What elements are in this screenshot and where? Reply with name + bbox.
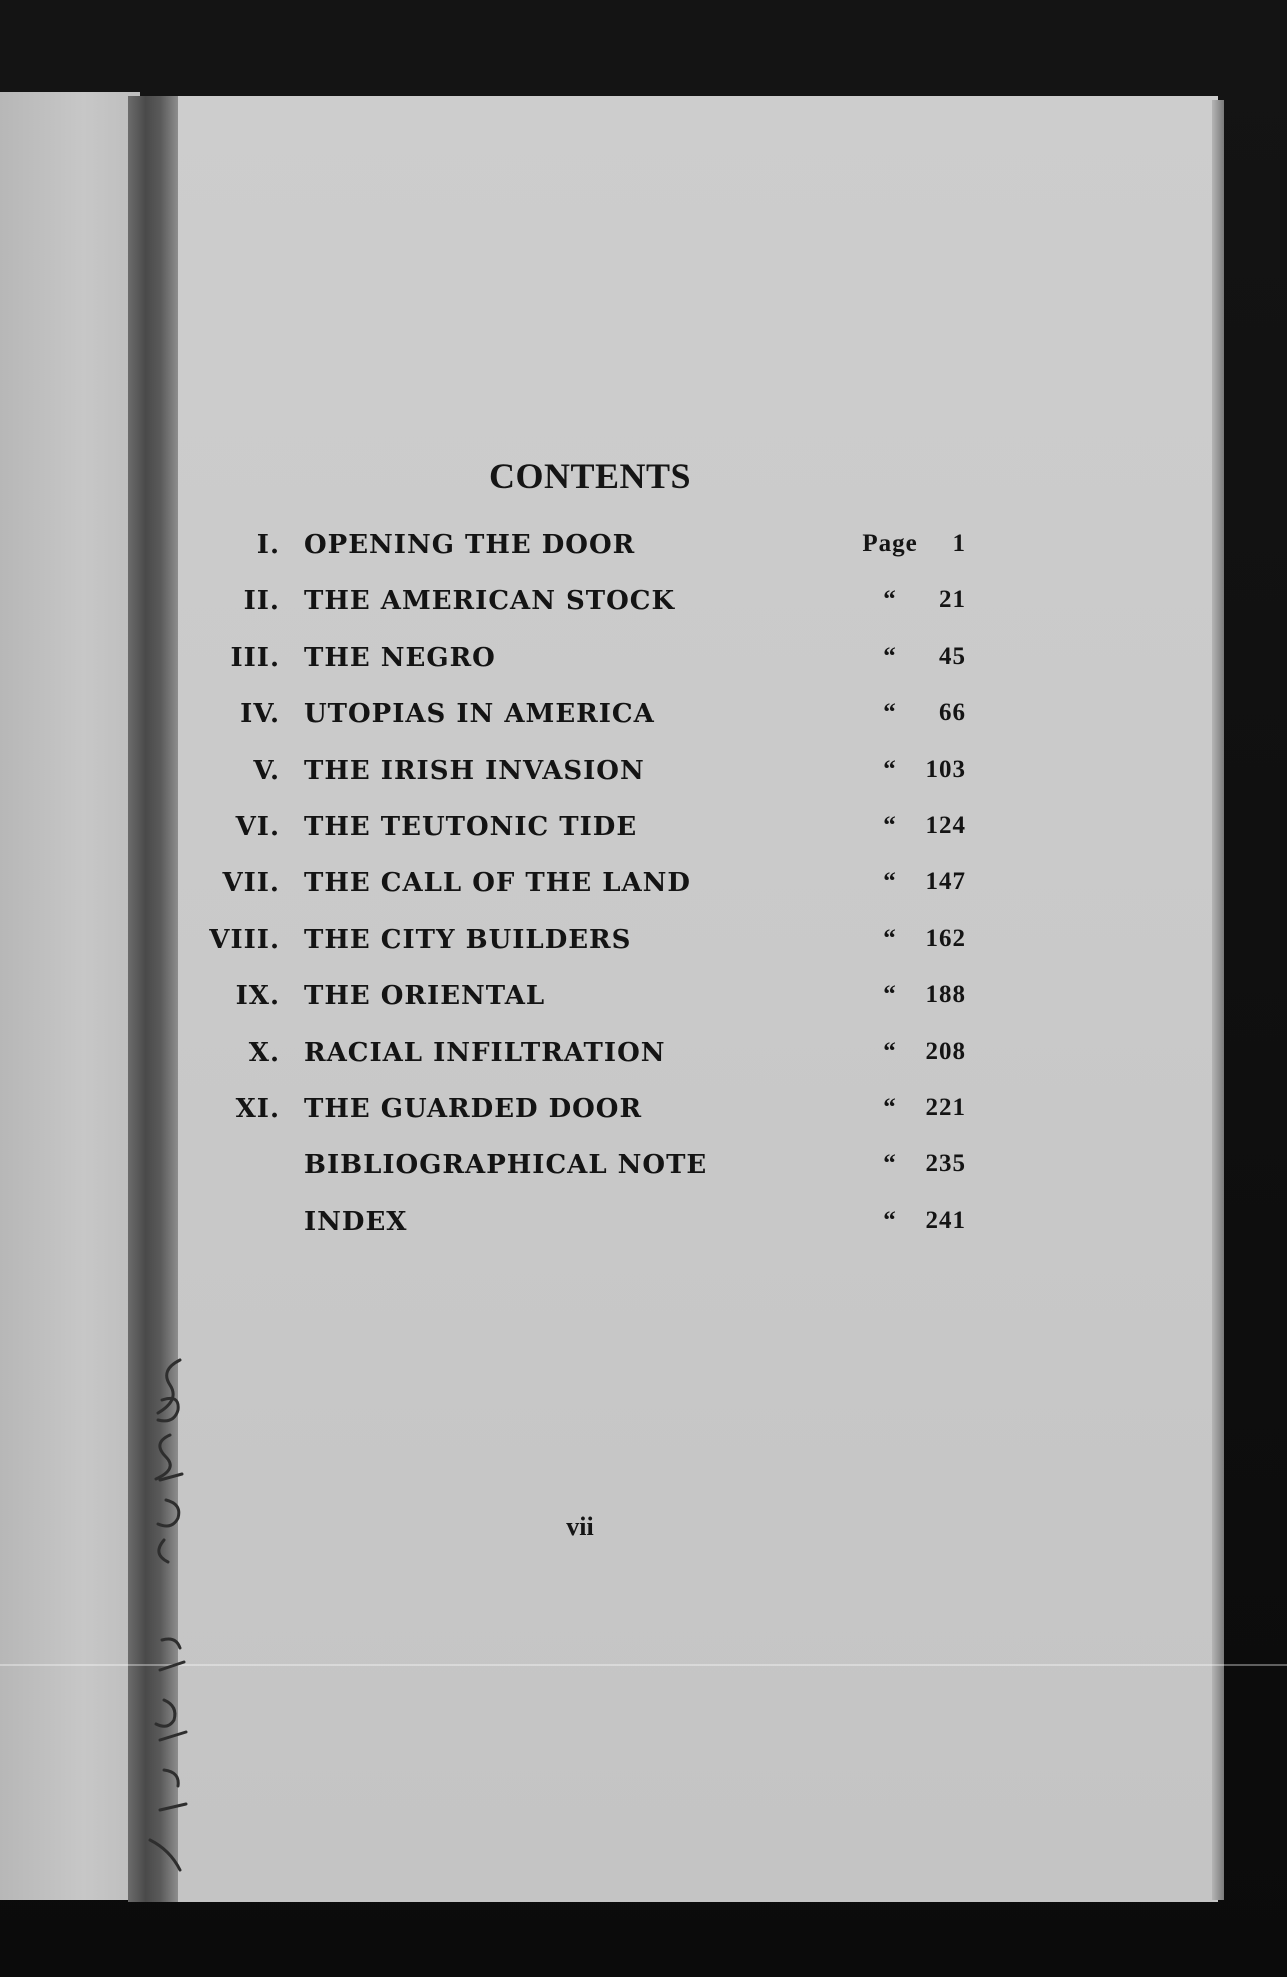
toc-entry bbox=[200, 756, 980, 812]
page-label: Page bbox=[862, 530, 918, 557]
chapter-number: IV. bbox=[240, 699, 280, 730]
ditto-mark: “ bbox=[883, 1150, 897, 1178]
ditto-mark: “ bbox=[883, 981, 897, 1009]
chapter-number: X. bbox=[248, 1037, 280, 1068]
page-number: 241 bbox=[925, 1206, 966, 1234]
ditto-mark: “ bbox=[883, 699, 897, 727]
chapter-title: INDEX bbox=[304, 1206, 408, 1237]
chapter-title: THE AMERICAN STOCK bbox=[304, 586, 676, 617]
chapter-title: THE IRISH INVASION bbox=[304, 755, 645, 786]
chapter-number: VI. bbox=[235, 811, 280, 842]
chapter-title: RACIAL INFILTRATION bbox=[304, 1037, 666, 1068]
ditto-mark: “ bbox=[883, 755, 897, 783]
chapter-title: OPENING THE DOOR bbox=[304, 530, 636, 560]
toc-entry bbox=[200, 586, 980, 642]
toc-entry bbox=[200, 530, 980, 586]
page-number: 124 bbox=[925, 811, 966, 839]
toc-entry bbox=[200, 699, 980, 755]
toc-entry bbox=[200, 868, 980, 924]
toc-entry bbox=[200, 1094, 980, 1150]
toc-entry bbox=[200, 981, 980, 1037]
ditto-mark: “ bbox=[883, 642, 897, 670]
page-number: 188 bbox=[925, 981, 966, 1009]
chapter-number: VIII. bbox=[209, 924, 280, 955]
chapter-title: THE CALL OF THE LAND bbox=[304, 868, 691, 899]
table-of-contents bbox=[200, 530, 980, 1263]
ditto-mark: “ bbox=[883, 1093, 897, 1121]
ditto-mark: “ bbox=[883, 868, 897, 896]
page-number: 162 bbox=[925, 924, 966, 952]
chapter-title: THE ORIENTAL bbox=[304, 981, 546, 1012]
page-number: 1 bbox=[952, 530, 966, 557]
handwritten-note-graphic bbox=[120, 1340, 220, 1900]
page-number: 66 bbox=[939, 699, 966, 727]
toc-entry bbox=[200, 1207, 980, 1263]
page-number: 235 bbox=[925, 1150, 966, 1178]
chapter-number: XI. bbox=[235, 1093, 280, 1124]
page-number: 147 bbox=[925, 868, 966, 896]
toc-entry bbox=[200, 643, 980, 699]
toc-entry bbox=[200, 812, 980, 868]
chapter-title: THE CITY BUILDERS bbox=[304, 924, 632, 955]
chapter-number: II. bbox=[243, 586, 280, 617]
chapter-number: V. bbox=[253, 755, 280, 786]
page-number: 221 bbox=[925, 1093, 966, 1121]
ditto-mark: “ bbox=[883, 1206, 897, 1234]
chapter-title: UTOPIAS IN AMERICA bbox=[304, 699, 655, 730]
ditto-mark: “ bbox=[883, 586, 897, 614]
ditto-mark: “ bbox=[883, 1037, 897, 1065]
toc-entry bbox=[200, 1038, 980, 1094]
page-number: 21 bbox=[939, 586, 966, 614]
chapter-title: THE GUARDED DOOR bbox=[304, 1093, 643, 1124]
chapter-number: VII. bbox=[222, 868, 280, 899]
page-number: 103 bbox=[925, 755, 966, 783]
page-number: 208 bbox=[925, 1037, 966, 1065]
page-title: CONTENTS bbox=[488, 456, 692, 496]
toc-entry bbox=[200, 1150, 980, 1206]
ditto-mark: “ bbox=[883, 811, 897, 839]
chapter-title: BIBLIOGRAPHICAL NOTE bbox=[304, 1150, 708, 1181]
page-folio: vii bbox=[566, 1512, 594, 1541]
toc-entry bbox=[200, 925, 980, 981]
page-edge bbox=[1212, 100, 1224, 1900]
chapter-number: I. bbox=[256, 530, 280, 560]
page-number: 45 bbox=[939, 642, 966, 670]
chapter-number: III. bbox=[230, 642, 280, 673]
chapter-title: THE TEUTONIC TIDE bbox=[304, 811, 638, 842]
ditto-mark: “ bbox=[883, 924, 897, 952]
chapter-number: IX. bbox=[235, 981, 280, 1012]
facing-page bbox=[0, 92, 140, 1900]
chapter-title: THE NEGRO bbox=[304, 642, 496, 673]
